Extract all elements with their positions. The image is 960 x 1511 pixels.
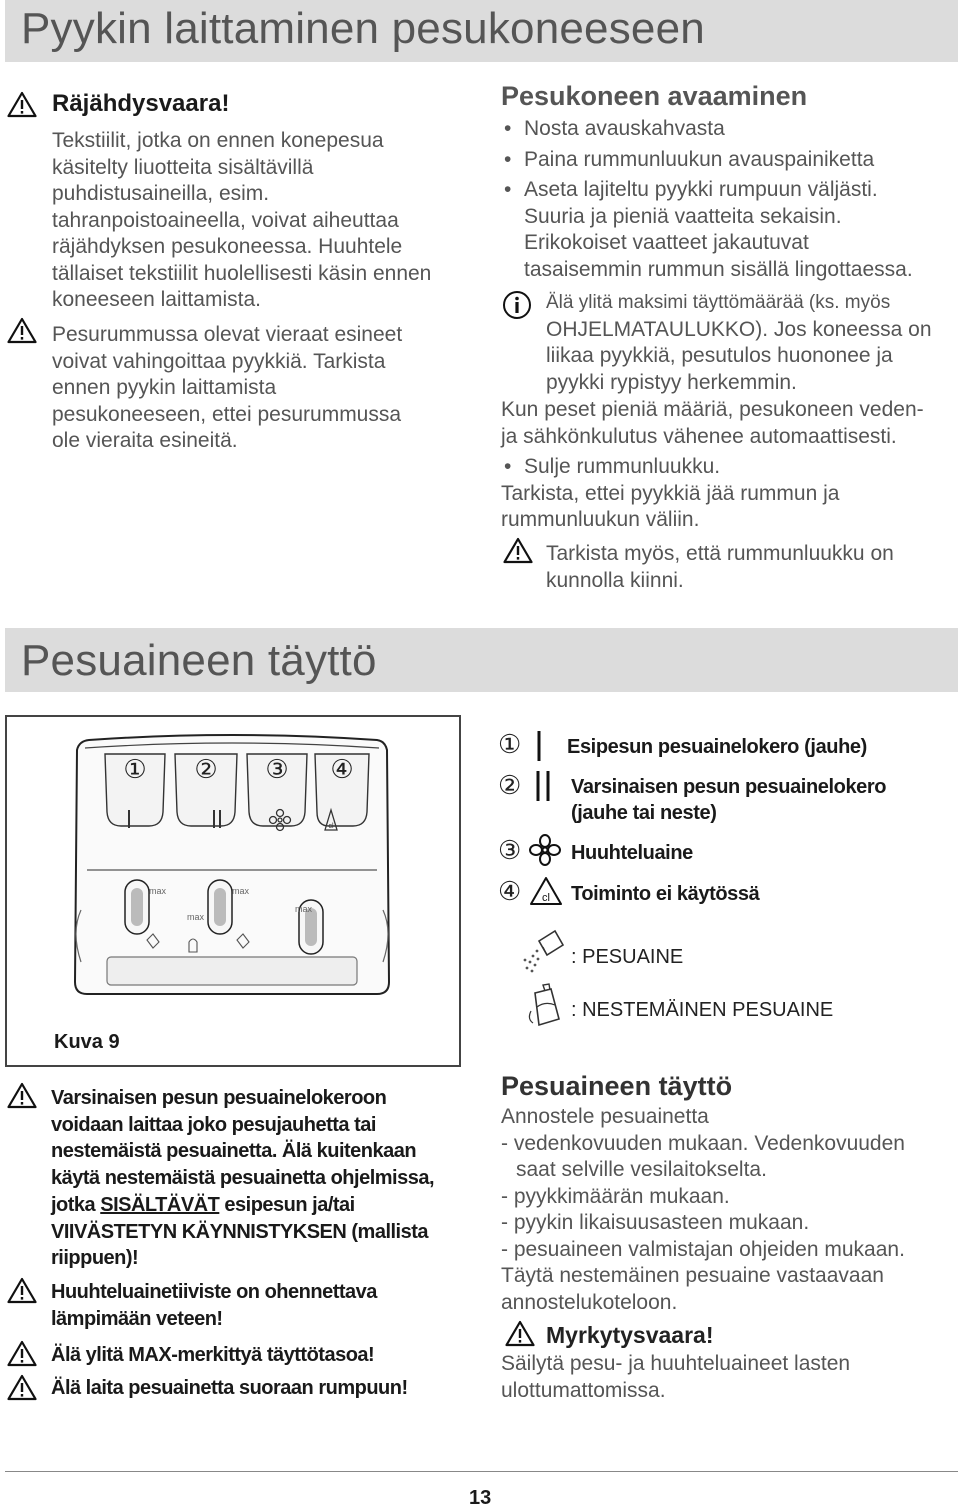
bullet-item: • Nosta avauskahvasta [501, 116, 956, 143]
max-warning: Älä ylitä MAX-merkittyä täyttötasoa! [51, 1344, 375, 1366]
prewash-icon [535, 731, 545, 761]
bullet-item: • Sulje rummunluukku. [501, 454, 956, 481]
foreign-objects-text: Pesurummussa olevat vieraat esineet voivat vahingoittaa pyykkiä. Tarkista ennen pyykin laittamista pesukoneeseen, ettei pesurummussa ole vieraita esineitä. [52, 323, 403, 452]
powder-label: : PESUAINE [571, 946, 684, 968]
chlorine-icon [529, 876, 563, 906]
small-load-text: Kun peset pieniä määriä, pesukoneen veden- ja sähkönkulutus vähenee automaattisesti. [501, 398, 924, 448]
page-title: Pyykin laittaminen pesukoneeseen [21, 4, 705, 53]
softener-warning: Huuhteluainetiiviste on ohennettava lämpimään veteen! [51, 1281, 377, 1330]
svg-text:cl: cl [542, 892, 550, 904]
dosing-text: Annostele pesuainetta - vedenkovuuden mukaan. Vedenkovuuden saat selville vesilaitokselta. - pyykkimäärän mukaan. - pyykin likaisuusasteen mukaan. - pesuaineen valmistajan ohjeiden mukaan. Täytä nestemäinen pesuaine vastaavaan annostelukoteloon. [501, 1105, 905, 1314]
svg-text:cl: cl [328, 823, 334, 830]
warning-icon [7, 317, 37, 344]
title-banner [5, 0, 958, 62]
section-title: Pesuaineen täyttö [21, 636, 377, 685]
svg-text:max: max [232, 886, 250, 896]
warning-icon [503, 537, 533, 564]
opening-heading: Pesukoneen avaaminen [501, 81, 808, 111]
compartment-number: ④ [330, 755, 354, 785]
legend-num: ④ [498, 876, 522, 906]
legend-num: ③ [498, 835, 522, 865]
warning-icon [7, 1374, 37, 1401]
liquid-detergent-icon [525, 983, 565, 1027]
mainwash-icon [534, 771, 554, 801]
compartment-number: ③ [265, 755, 289, 785]
dosing-heading: Pesuaineen täyttö [501, 1071, 733, 1101]
legend-num: ① [498, 729, 522, 759]
detergent-drawer-illustration [67, 732, 397, 997]
poison-text: Säilytä pesu- ja huuhteluaineet lasten ulottumattomissa. [501, 1352, 851, 1402]
info-icon [502, 290, 532, 320]
warning-icon [7, 91, 37, 118]
liquid-label: : NESTEMÄINEN PESUAINE [571, 999, 834, 1021]
warning-icon [7, 1340, 37, 1367]
legend-text: Huuhteluaine [571, 842, 693, 864]
svg-text:max: max [295, 904, 313, 914]
warning-icon [505, 1320, 535, 1347]
compartment-number: ① [123, 755, 147, 785]
warning-icon [7, 1277, 37, 1304]
figure-caption: Kuva 9 [54, 1031, 120, 1053]
warning-icon [7, 1082, 37, 1109]
door-warning-text: Tarkista myös, että rummunluukku on kunnolla kiinni. [546, 542, 894, 592]
underlined-word: SISÄLTÄVÄT [100, 1193, 220, 1216]
page-number: 13 [469, 1487, 492, 1509]
close-door-steps: • Sulje rummunluukku. Tarkista, ettei pyykkiä jää rummun ja rummunluukun väliin. [501, 454, 956, 534]
svg-text:max: max [149, 886, 167, 896]
svg-text:max: max [187, 912, 205, 922]
poison-heading: Myrkytysvaara! [546, 1322, 714, 1348]
footer-rule [5, 1471, 958, 1472]
legend-text: Esipesun pesuainelokero (jauhe) [567, 736, 867, 758]
opening-steps [501, 116, 956, 283]
section-banner [5, 628, 958, 692]
powder-detergent-icon [521, 927, 565, 975]
detergent-warning: Varsinaisen pesun pesuainelokeroon voidaan laittaa joko pesujauhetta tai nestemäistä pesuainetta. Älä kuitenkaan käytä nestemäistä pesuainetta ohjelmissa, jotka SISÄLTÄVÄT esipesun ja/tai VIIVÄSTETYN KÄYNNISTYKSEN (mallista riippuen)! [51, 1087, 435, 1270]
explosion-text: Tekstiilit, jotka on ennen konepesua käsitelty liuotteita sisältävillä puhdistusaineilla, esim. tahranpoistoaineella, voivat aiheuttaa räjähdyksen pesukoneessa. Huuhtele tällaiset tekstiilit huolellisesti käsin ennen koneeseen laittamista. [52, 129, 432, 311]
info-text: Älä ylitä maksimi täyttömäärää (ks. myös OHJELMATAULUKKO). Jos koneessa on liikaa pyykkiä, pesutulos huononee ja pyykki rypistyy herkemmin. [546, 292, 932, 394]
legend-text: Varsinaisen pesun pesuainelokero (jauhe tai neste) [571, 776, 887, 824]
flower-icon [529, 834, 561, 866]
explosion-heading: Räjähdysvaara! [52, 90, 230, 117]
bullet-item: • Paina rummunluukun avauspainiketta [501, 147, 956, 174]
legend-text: Toiminto ei käytössä [571, 883, 760, 905]
bullet-item: • Aseta lajiteltu pyykki rumpuun väljästi. Suuria ja pieniä vaatteita sekaisin. Erikokoiset vaatteet jakautuvat tasaisemmin rummun sisällä lingottaessa. [501, 177, 956, 283]
drum-warning: Älä laita pesuainetta suoraan rumpuun! [51, 1377, 408, 1399]
legend-num: ② [498, 770, 522, 800]
compartment-number: ② [194, 755, 218, 785]
